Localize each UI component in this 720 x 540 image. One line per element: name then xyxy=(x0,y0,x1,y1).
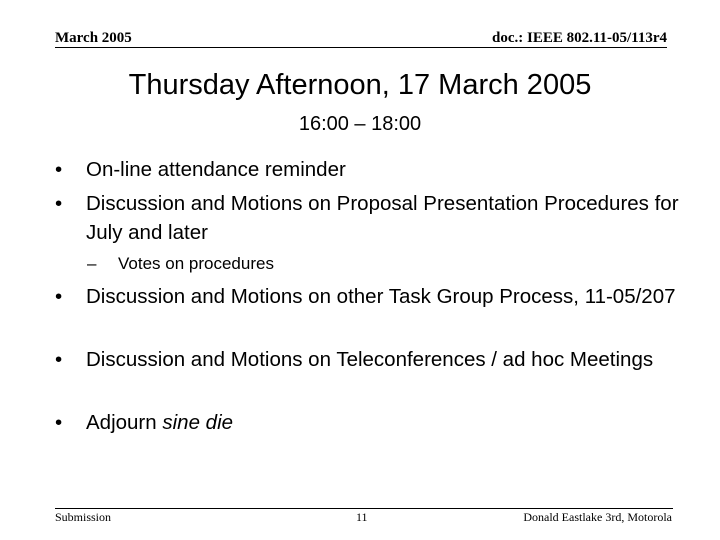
sub-bullet-marker: – xyxy=(87,254,97,273)
bullet-text-plain: Adjourn xyxy=(86,411,163,434)
header-date: March 2005 xyxy=(55,30,132,46)
footer-divider xyxy=(55,508,673,509)
header-doc-id: doc.: IEEE 802.11-05/113r4 xyxy=(491,30,667,46)
bullet-text: On-line attendance reminder xyxy=(86,158,346,181)
footer-author: Donald Eastlake 3rd, Motorola xyxy=(523,510,672,524)
sub-bullet-text: Votes on procedures xyxy=(118,254,274,273)
bullet-marker: • xyxy=(55,285,63,308)
slide-title: Thursday Afternoon, 17 March 2005 xyxy=(128,69,592,101)
bullet-text: Discussion and Motions on other Task Group Process, 11-05/207 xyxy=(86,285,676,308)
footer-page-number: 11 xyxy=(356,510,368,524)
bullet-text-italic: sine die xyxy=(162,411,234,434)
slide-subtitle: 16:00 – 18:00 xyxy=(298,113,422,135)
footer-submission: Submission xyxy=(55,510,112,524)
bullet-marker: • xyxy=(55,411,63,434)
bullet-marker: • xyxy=(55,192,63,215)
bullet-marker: • xyxy=(55,158,63,181)
header-divider xyxy=(55,47,667,48)
bullet-text xyxy=(86,408,686,437)
bullet-text: Discussion and Motions on Proposal Presentation Procedures for July and later xyxy=(86,192,679,244)
bullet-text: Discussion and Motions on Teleconferences / ad hoc Meetings xyxy=(86,348,654,371)
bullet-marker: • xyxy=(55,348,63,371)
